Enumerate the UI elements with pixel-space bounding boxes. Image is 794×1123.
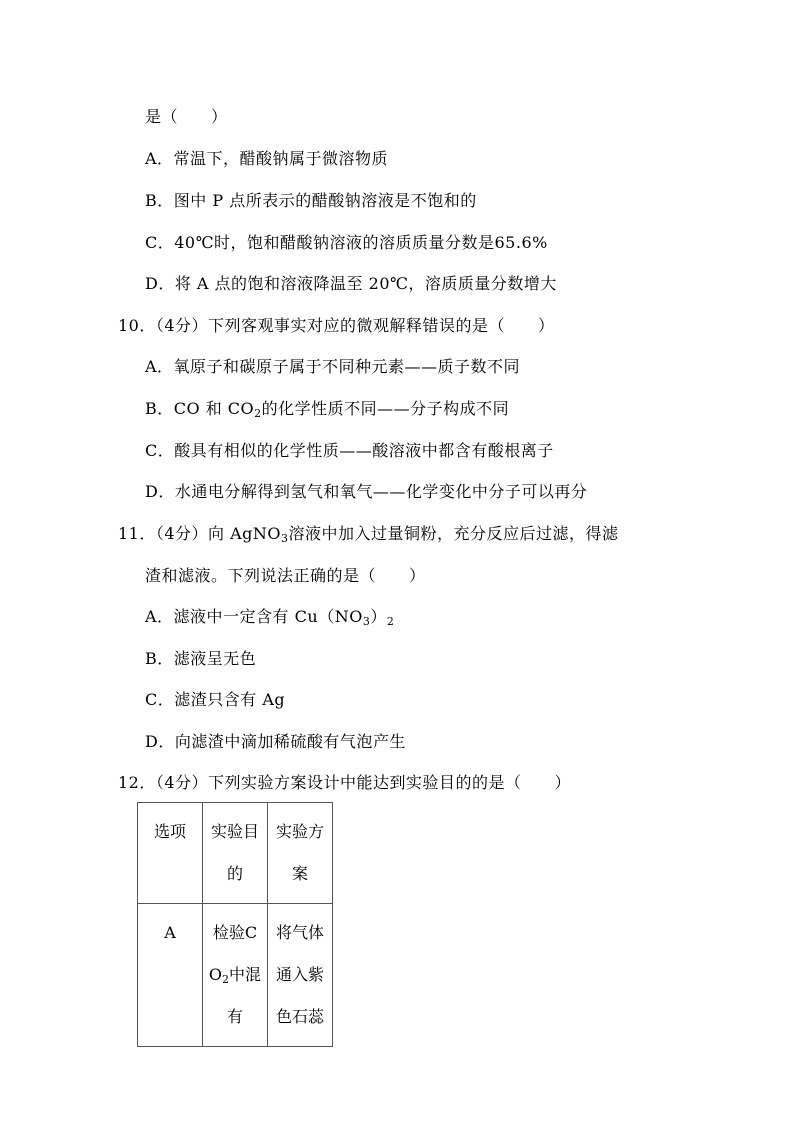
q10-option-d: D．水通电分解得到氢气和氧气——化学变化中分子可以再分 (145, 482, 588, 501)
q10-option-a: A．氧原子和碳原子属于不同种元素——质子数不同 (145, 357, 521, 376)
row-a-purpose-sub: 2 (222, 973, 230, 986)
q11-stem-post: 溶液中加入过量铜粉，充分反应后过滤，得滤 (288, 524, 619, 543)
q11-stem-sub: 3 (281, 532, 289, 545)
q12-experiment-table (137, 802, 333, 1047)
row-a-purpose-post: 中混有 (226, 965, 262, 1026)
header-option: 选项 (138, 803, 203, 904)
q10-option-b (145, 399, 509, 419)
q10-stem: 10．（4分）下列客观事实对应的微观解释错误的是（ ） (118, 316, 555, 335)
header-purpose: 实验目的 (203, 803, 268, 904)
q11-stem-pre: 11．（4分）向 AgNO (118, 524, 282, 543)
q10-option-b-pre: B．CO 和 CO (145, 399, 255, 418)
q10-option-b-sub: 2 (254, 407, 262, 420)
q10-option-b-post: 的化学性质不同——分子构成不同 (261, 399, 510, 418)
q9-option-a: A．常温下，醋酸钠属于微溶物质 (145, 149, 389, 168)
q11-option-a-sub2: 2 (386, 615, 395, 628)
q9-option-c: C．40℃时，饱和醋酸钠溶液的溶质质量分数是65.6% (145, 233, 548, 252)
q11-option-b: B．滤液呈无色 (145, 649, 257, 668)
q11-option-d: D．向滤渣中滴加稀硫酸有气泡产生 (145, 732, 406, 751)
row-a-purpose (203, 904, 268, 1047)
row-a-option: A (138, 904, 203, 1047)
q11-option-a-sub1: 3 (362, 615, 371, 628)
q10-option-c: C．酸具有相似的化学性质——酸溶液中都含有酸根离子 (145, 441, 554, 460)
header-plan: 实验方案 (268, 803, 333, 904)
q11-option-a-pre: A．滤液中一定含有 Cu（NO (145, 607, 363, 626)
q11-stem (118, 524, 619, 544)
q11-option-a (145, 607, 394, 627)
row-a-purpose-pre: 检验CO (208, 923, 258, 984)
q11-option-c: C．滤渣只含有 Ag (145, 690, 286, 709)
q9-stem-tail: 是（ ） (145, 107, 228, 126)
table-header-row (138, 803, 333, 904)
q12-stem: 12．（4分）下列实验方案设计中能达到实验目的的是（ ） (118, 773, 572, 792)
q9-option-b: B．图中 P 点所表示的醋酸钠溶液是不饱和的 (145, 191, 477, 210)
q9-option-d: D．将 A 点的饱和溶液降温至 20℃，溶质质量分数增大 (145, 274, 557, 293)
q11-stem-line2: 渣和滤液。下列说法正确的是（ ） (145, 566, 426, 585)
table-row (138, 904, 333, 1047)
row-a-plan: 将气体通入紫色石蕊 (268, 904, 333, 1047)
q11-option-a-mid: ） (370, 607, 387, 626)
